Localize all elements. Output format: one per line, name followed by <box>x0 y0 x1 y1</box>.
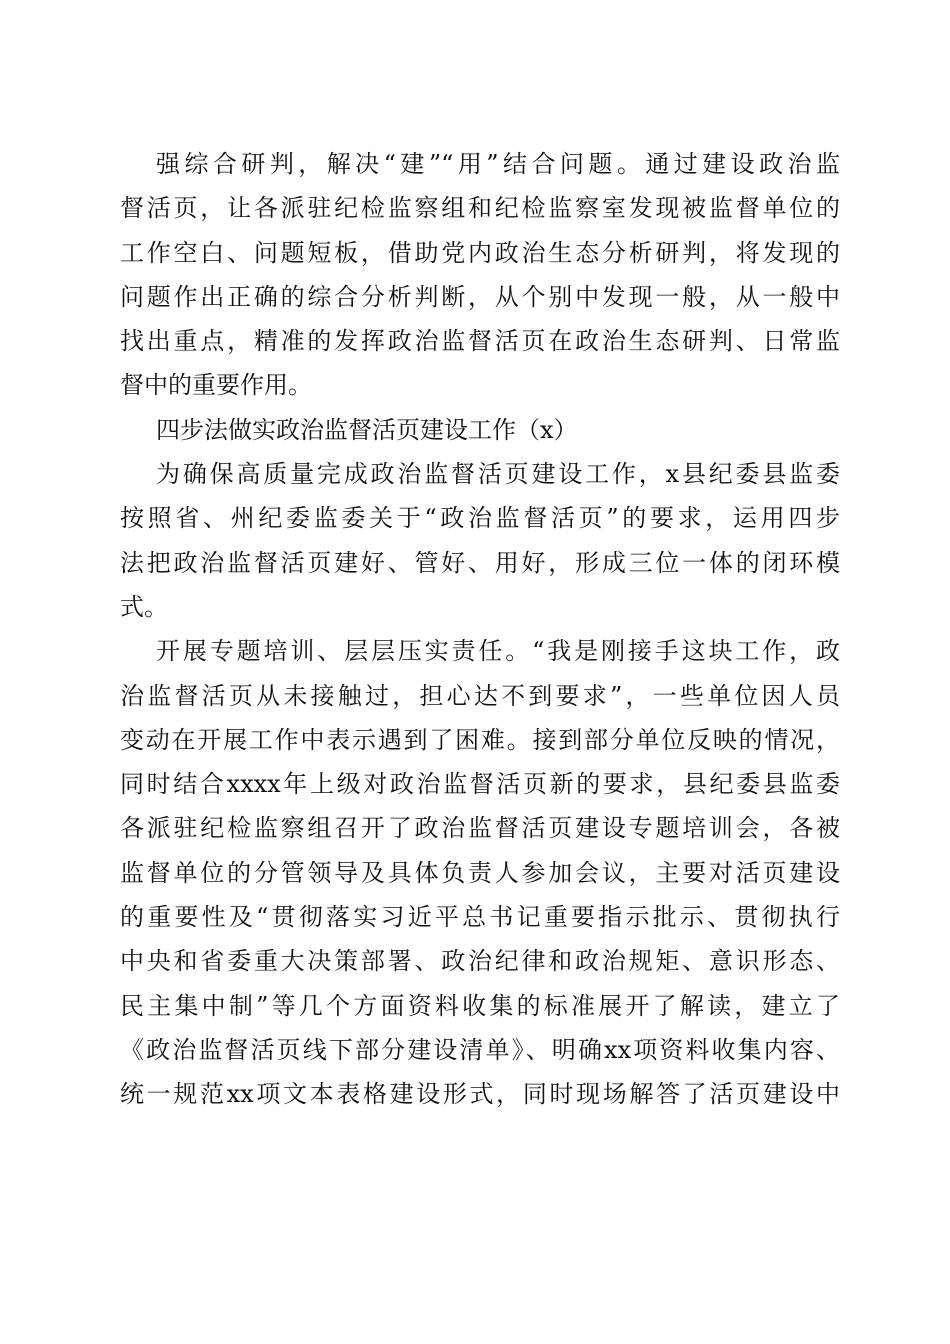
text-line: 同时结合xxxx年上级对政治监督活页新的要求，县纪委县监委 <box>120 770 840 799</box>
text-line: 变动在开展工作中表示遇到了困难。接到部分单位反映的情况， <box>120 725 840 754</box>
text-line: 问题作出正确的综合分析判断，从个别中发现一般，从一般中 <box>120 282 840 311</box>
text-line: 中央和省委重大决策部署、政治纪律和政治规矩、意识形态、 <box>120 947 840 976</box>
text-line: 找出重点，精准的发挥政治监督活页在政治生态研判、日常监 <box>120 327 840 356</box>
text-line: 的重要性及“贯彻落实习近平总书记重要指示批示、贯彻执行 <box>120 903 840 932</box>
text-line: 法把政治监督活页建好、管好、用好，形成三位一体的闭环模 <box>120 548 840 577</box>
text-line: 《政治监督活页线下部分建设清单》、明确xx项资料收集内容、 <box>120 1035 840 1064</box>
text-line: 强综合研判，解决“建”“用”结合问题。通过建设政治监 <box>156 150 840 178</box>
text-line: 民主集中制”等几个方面资料收集的标准展开了解读，建立了 <box>120 991 840 1020</box>
text-line: 按照省、州纪委监委关于“政治监督活页”的要求，运用四步 <box>120 504 840 533</box>
text-line: 开展专题培训、层层压实责任。“我是刚接手这块工作，政 <box>156 637 840 666</box>
text-line: 督中的重要作用。 <box>120 371 312 400</box>
text-line: 统一规范xx项文本表格建设形式，同时现场解答了活页建设中 <box>120 1080 840 1109</box>
text-line: 督活页，让各派驻纪检监察组和纪检监察室发现被监督单位的 <box>120 194 840 223</box>
document-body <box>120 142 840 1117</box>
text-line: 四步法做实政治监督活页建设工作（x） <box>156 415 578 444</box>
text-line: 治监督活页从未接触过，担心达不到要求”，一些单位因人员 <box>120 681 840 710</box>
text-line: 各派驻纪检监察组召开了政治监督活页建设专题培训会，各被 <box>120 814 840 843</box>
text-line: 工作空白、问题短板，借助党内政治生态分析研判，将发现的 <box>120 238 840 267</box>
text-line: 式。 <box>120 592 168 621</box>
text-line: 监督单位的分管领导及具体负责人参加会议，主要对活页建设 <box>120 858 840 887</box>
text-line: 为确保高质量完成政治监督活页建设工作，x县纪委县监委 <box>156 460 840 489</box>
